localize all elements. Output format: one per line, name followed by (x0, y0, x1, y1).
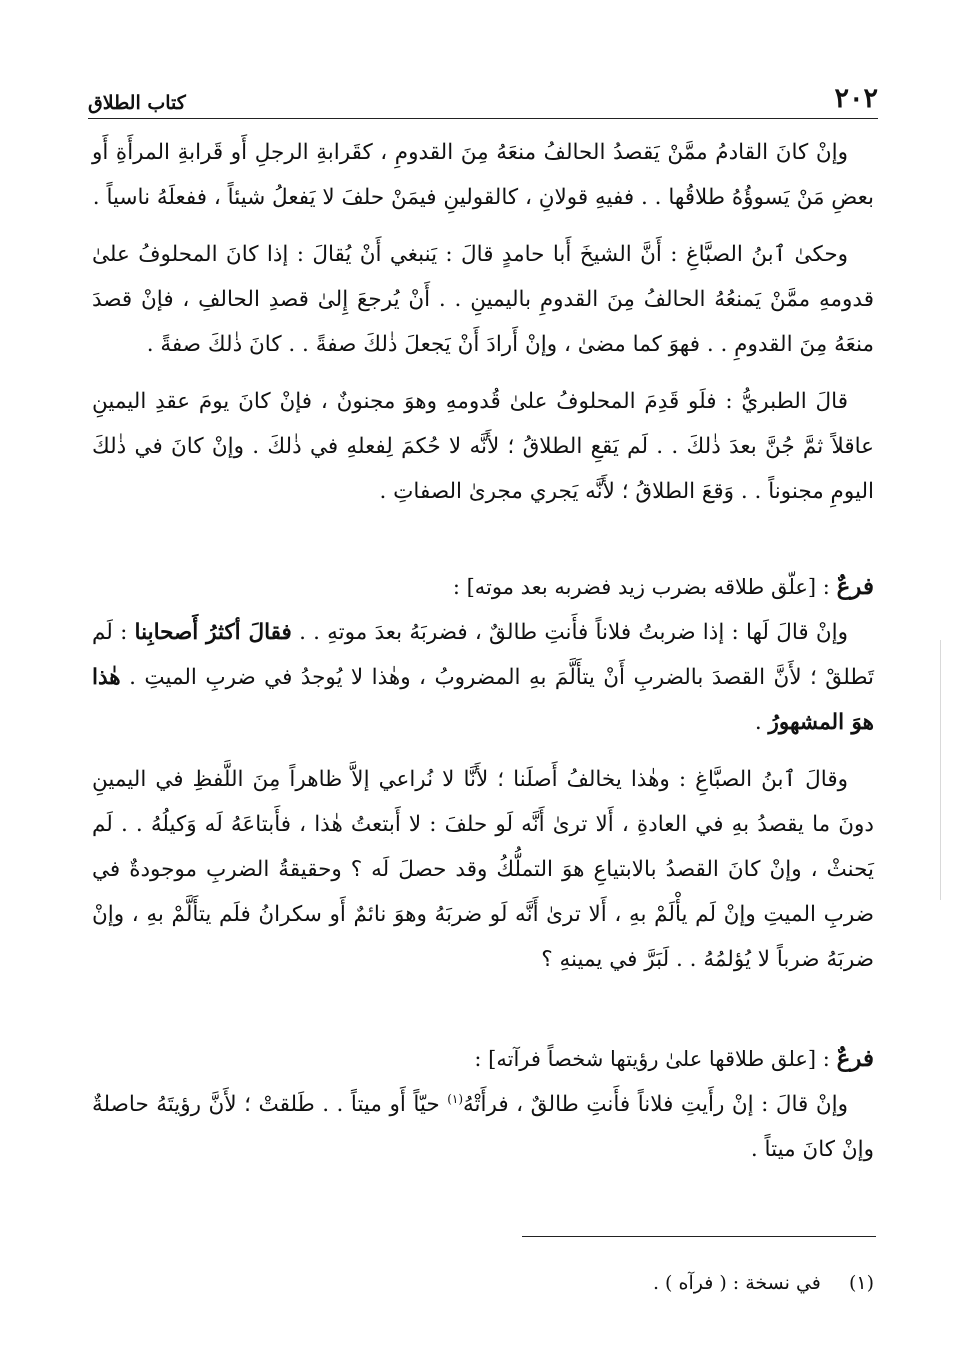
spacer (92, 526, 874, 564)
text-run: . (754, 710, 762, 735)
footnote-separator (522, 1236, 876, 1237)
text-run: وإنْ قالَ لَها : إذا ضربتُ فلاناً فأَنتِ طالقٌ ، فضربَهُ بعدَ موتهِ . . (299, 620, 848, 645)
paragraph: وحكىٰ ٱبنُ الصبَّاغِ : أَنَّ الشيخَ أَبا حامدٍ قالَ : يَنبغي أَنْ يُقالَ : إذا كانَ المحلوفُ علىٰ قدومهِ ممَّنْ يَمنعُهُ الحالفُ مِنَ القدومِ باليمينِ . . أَنْ يُرجعَ إِلىٰ قصدِ الحالفِ ، فإنْ قصدَ منعَهُ مِنَ القدومِ . . فهوَ كما مضىٰ ، وإنْ أَرادَ أَنْ يَجعلَ ذٰلكَ صفةً . . كانَ ذٰلكَ صفةً . (92, 242, 874, 357)
paragraph: وقالَ ٱبنُ الصبَّاغِ : وهٰذا يخالفُ أَصلَنا ؛ لأَنَّا لا نُراعي إلاَّ ظاهراً مِنَ اللَّفظِ في اليمينِ دونَ ما يقصدُ بهِ في العادةِ ، أَلا ترىٰ أَنَّه لَو حلفَ : لا أَبتعتُ هٰذا ، فأَبتاعَهُ لَه وَكيلُهُ . . لَم يَحنثْ ، وإنْ كانَ القصدُ بالابتياعِ هوَ التملُّكُ وقد حصلَ لَه ؟ وحقيقةُ الضربِ موجودةٌ في ضربِ الميتِ وإنْ لَم يأْلَمْ بهِ ، أَلا ترىٰ أَنَّه لَو ضربَهُ وهوَ نائمٌ أَو سكرانُ فلَم يتأَلَّمْ بهِ ، وإنْ ضربَهُ ضرباً لا يُؤلمُهُ . . لَبَرَّ في يمينهِ ؟ (92, 767, 874, 972)
paragraph (92, 1082, 874, 1172)
paragraph: وإنْ كانَ القادمُ ممَّنْ يَقصدُ الحالفُ منعَهُ مِنَ القدومِ ، كقَرابةِ الرجلِ أَو قَرابةِ المرأَةِ أَو بعضِ مَنْ يَسوؤُهُ طلاقُها . . ففيهِ قولانِ ، كالقولينِ فيمَنْ حلفَ لا يَفعلُ شيئاً ، ففعلَهُ ناسياً . (92, 140, 874, 210)
branch-label: فرعٌ (836, 1045, 874, 1072)
text-run: : لَم تَطلقْ ؛ لأَنَّ القصدَ بالضربِ أَنْ يتأَلَّمَ بهِ المضروبُ ، وهٰذا لا يُوجدُ في ضربِ الميتِ . (92, 620, 874, 690)
text-run: حيّاً أَو ميتاً . . طَلقتْ ؛ لأَنَّ رؤيتَهُ حاصلةٌ وإنْ كانَ ميتاً . (92, 1092, 874, 1162)
main-text (92, 130, 874, 1184)
bold-text: هٰذا هوَ المشهورُ (92, 665, 874, 735)
paragraph: قالَ الطبريُّ : فلَو قَدِمَ المحلوفُ علىٰ قُدومهِ وهوَ مجنونٌ ، فإنْ كانَ يومَ عقدِ اليمينِ عاقلاً ثمَّ جُنَّ بعدَ ذٰلكَ . . لَم يَقعِ الطلاقُ ؛ لأَنَّه لا حُكمَ لِفعلهِ في ذٰلكَ . وإنْ كانَ في ذٰلكَ اليومِ مجنوناً . . وَقعَ الطلاقُ ؛ لأَنَّه يَجري مجرىٰ الصفاتِ . (92, 389, 874, 504)
page-header (88, 70, 878, 119)
paragraph (92, 610, 874, 745)
bold-text: فقالَ أكثرُ أَصحابِنا (134, 620, 292, 645)
section-heading (92, 1036, 874, 1082)
section-heading (92, 564, 874, 610)
running-title: كتاب الطلاق (88, 92, 186, 114)
text-run: وإنْ قالَ : إنْ رأَيتِ فلاناً فأَنتِ طالقٌ ، فرأَتْهُ (463, 1092, 848, 1117)
footnote-number: (١) (848, 1272, 874, 1294)
branch-title: : [علّق طلاقه بضرب زيد فضربه بعد موته] : (452, 575, 830, 599)
footnote-text: في نسخة : ( فرآه ) . (652, 1272, 821, 1294)
footnote-reference[interactable]: (١) (447, 1091, 464, 1106)
page-number: ٢٠٢ (834, 83, 878, 114)
branch-title: : [علق طلاقها علىٰ رؤيتها شخصاً فرآته] : (474, 1047, 830, 1071)
scan-margin-line (940, 640, 941, 900)
footnote (92, 1268, 874, 1298)
branch-label: فرعٌ (836, 573, 874, 600)
spacer (92, 994, 874, 1036)
